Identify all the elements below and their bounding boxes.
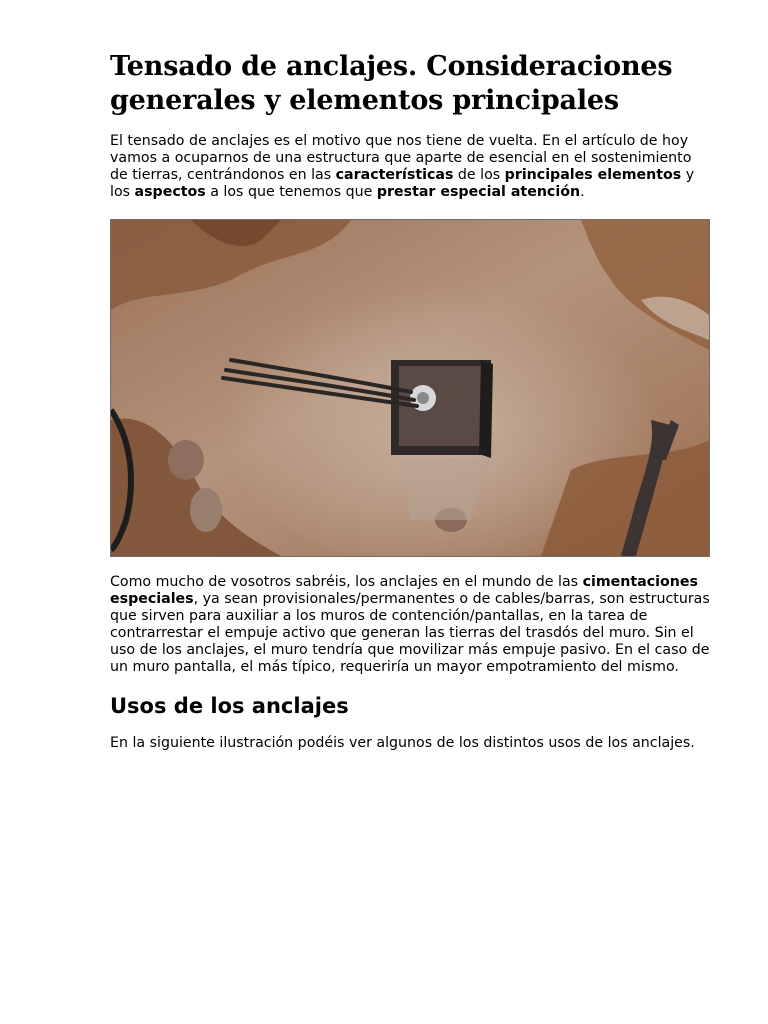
intro-text-3: y los: [110, 167, 695, 200]
intro-bold-aspectos: aspectos: [134, 184, 206, 200]
para2-bold-cimentaciones: cimentaciones especiales: [110, 574, 698, 607]
article: [110, 50, 710, 752]
intro-text-4: a los que tenemos que: [205, 184, 377, 200]
intro-bold-prestar-atencion: prestar especial atención: [376, 184, 581, 200]
intro-bold-caracteristicas: características: [335, 167, 454, 183]
intro-text-5: .: [580, 184, 585, 200]
article-title: Tensado de anclajes. Consideraciones generales y elementos principales: [110, 51, 673, 116]
intro-text-2: de los: [453, 167, 505, 183]
para2-text-1: Como mucho de vosotros sabréis, los anclajes en el mundo de las: [110, 574, 583, 590]
anchor-photo: [110, 219, 710, 557]
intro-text-1: El tensado de anclajes es el motivo que nos tiene de vuelta. En el artículo de hoy vamos a ocuparnos de una estructura que aparte de esencial en el sostenimiento de tierras, centrándonos en las: [110, 133, 692, 183]
intro-paragraph: [110, 133, 710, 201]
anchor-photo-illustration: [111, 220, 709, 556]
section-heading: Usos de los anclajes: [110, 694, 349, 718]
illustration-paragraph: En la siguiente ilustración podéis ver algunos de los distintos usos de los anclajes.: [110, 735, 695, 751]
para2-text-2: , ya sean provisionales/permanentes o de cables/barras, son estructuras que sirven para auxiliar a los muros de contención/pantallas, en la tarea de contrarrestar el empuje activo que generan las tierras del trasdós del muro. Sin el uso de los anclajes, el muro tendría que movilizar más empuje pasivo. En el caso de un muro pantalla, el más típico, requeriría un mayor empotramiento del mismo.: [110, 591, 710, 675]
intro-bold-principales-elementos: principales elementos: [504, 167, 682, 183]
body-paragraph: [110, 574, 710, 676]
